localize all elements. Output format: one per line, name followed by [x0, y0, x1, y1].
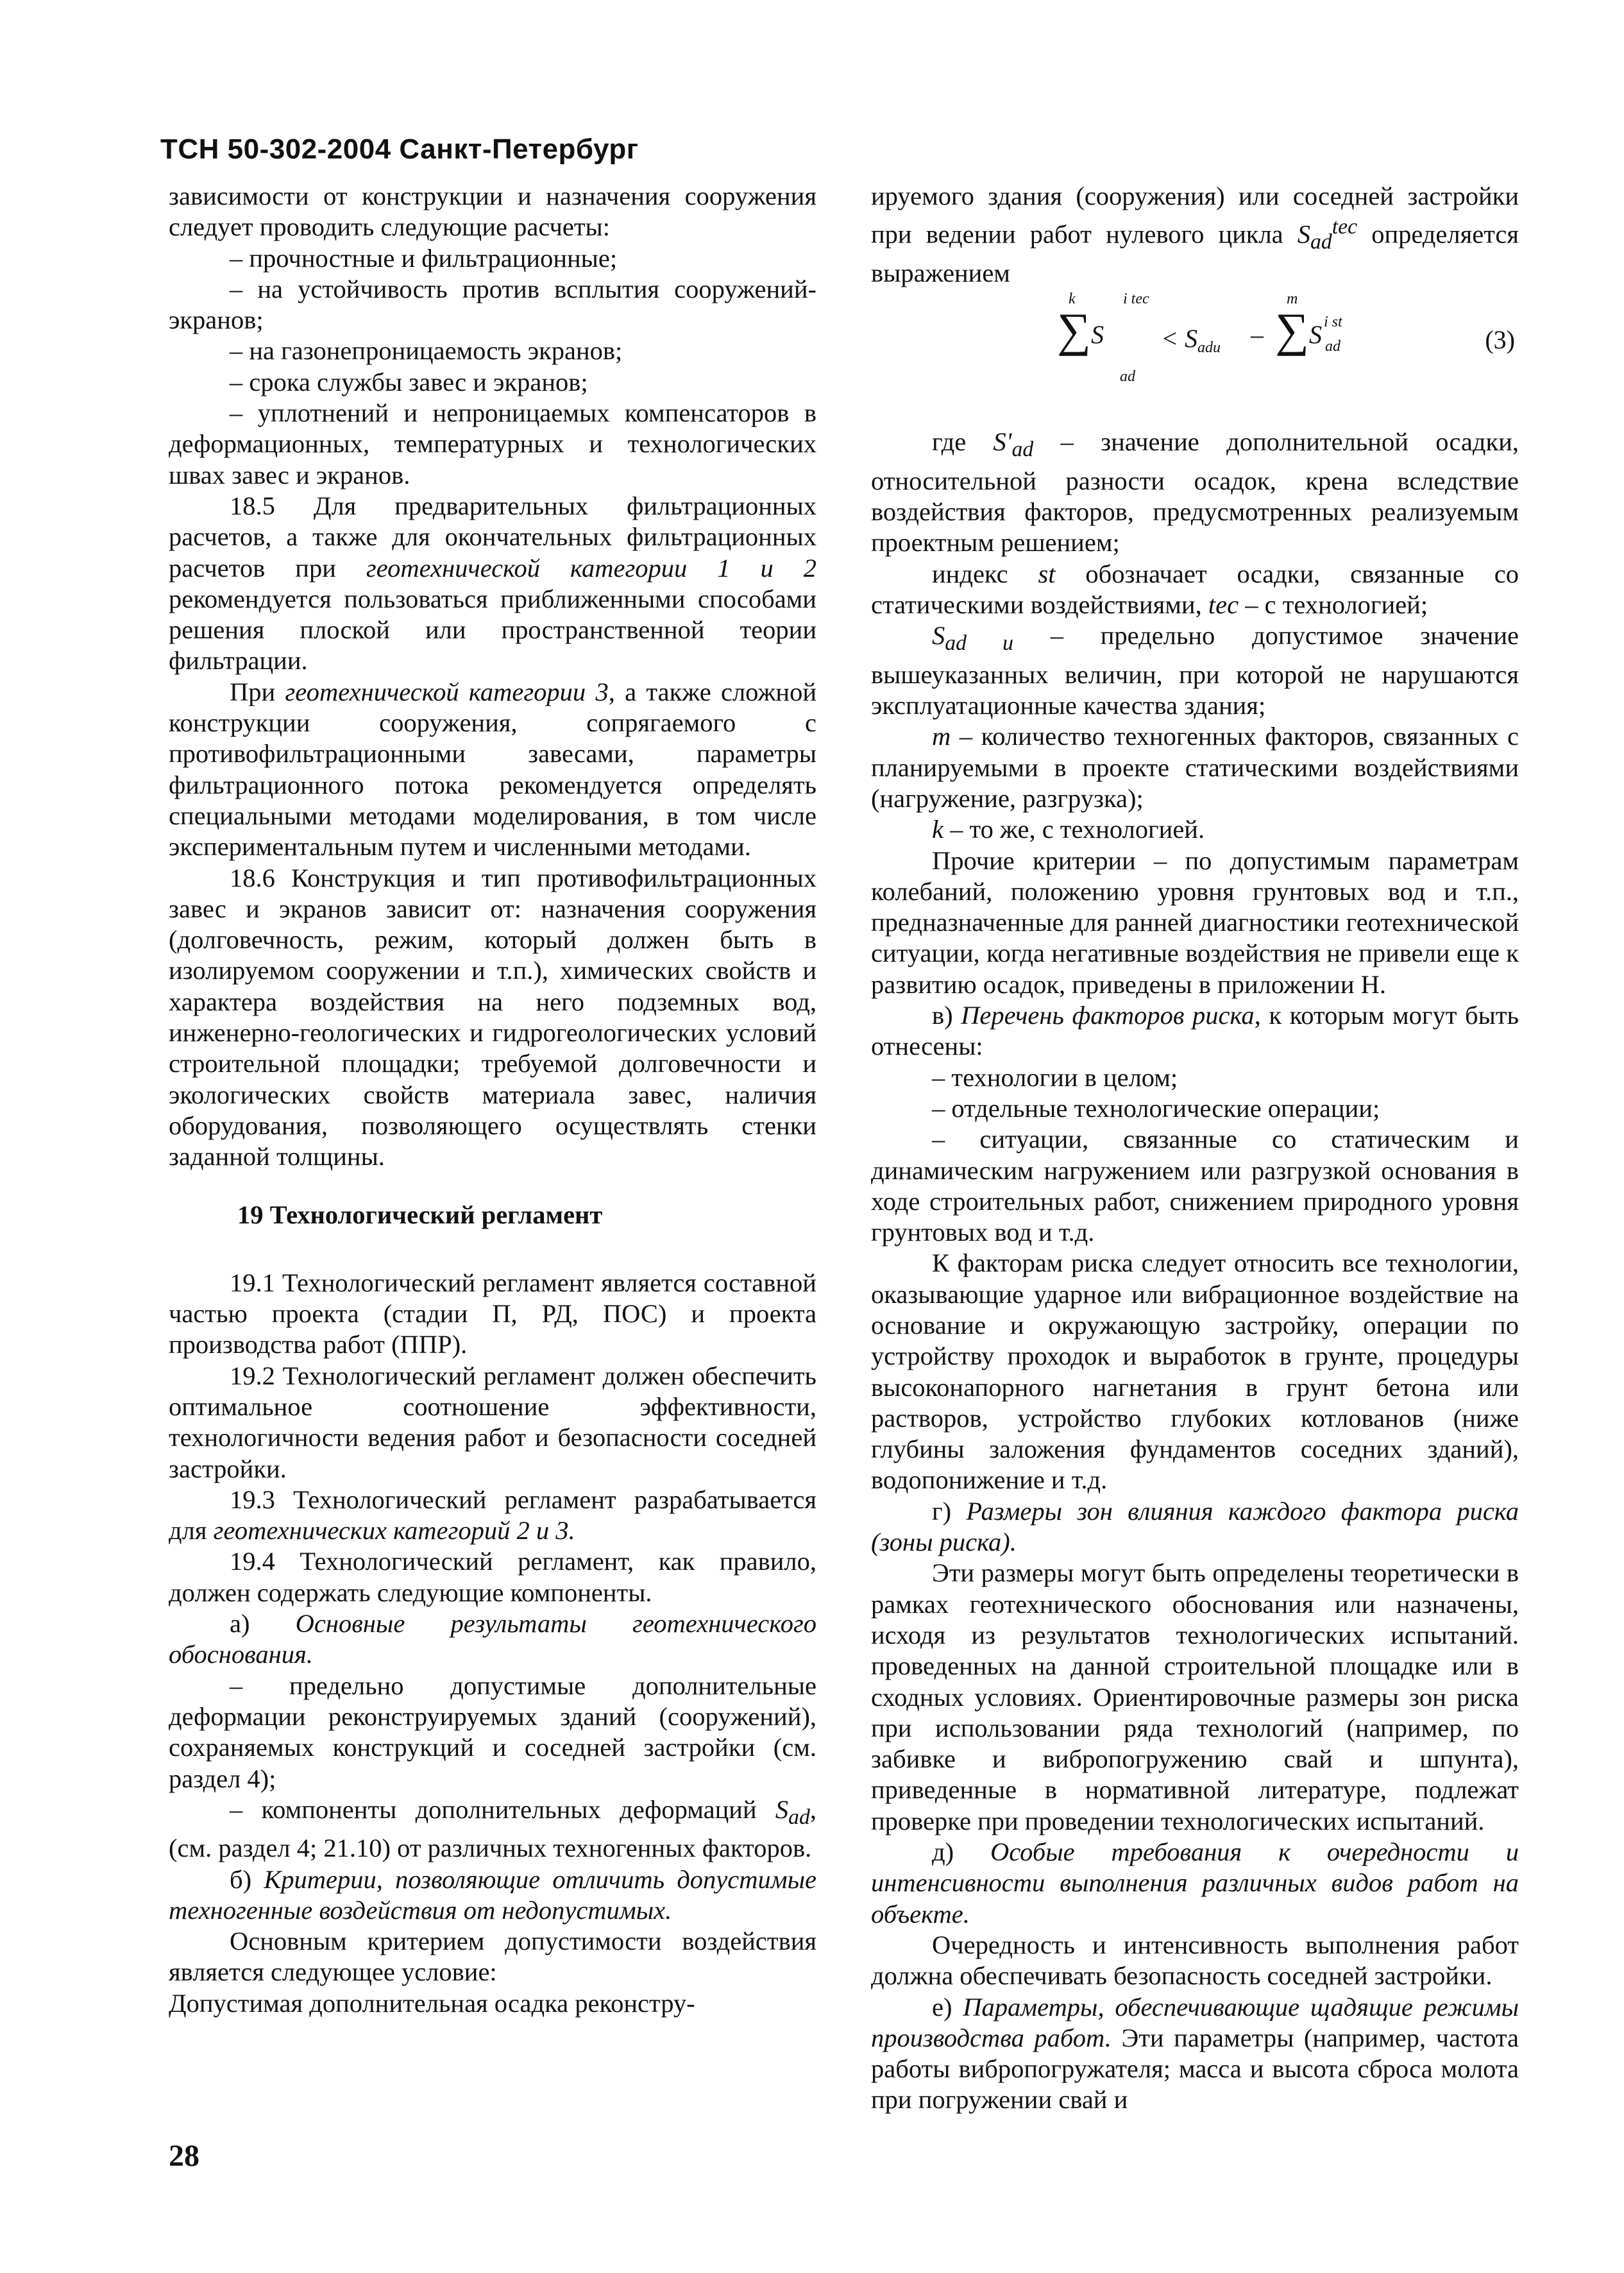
paragraph-19-4: 19.4 Технологический регламент, как правило, должен содержать следующие компоненты.	[169, 1547, 816, 1607]
list-item: – на устойчивость против всплытия сооружений-экранов;	[169, 274, 816, 335]
list-item: – прочностные и фильтрационные;	[230, 243, 618, 273]
list-item: – предельно допустимые дополнительные деформации реконструируемых зданий (сооружений), сохраняемых конструкций и соседней застройки (см. раздел 4);	[169, 1671, 816, 1793]
paragraph-19-3: 19.3 Технологический регламент разрабатывается для геотехнических категорий 2 и 3.	[169, 1485, 816, 1545]
paragraph: Прочие критерии – по допустимым параметрам колебаний, положению уровня грунтовых вод и т.п., предназначенные для ранней диагностики геотехнической ситуации, когда негативные воздействия не привели еще к развитию осадок, приведены в приложении Н.	[871, 846, 1519, 999]
paragraph: Эти размеры могут быть определены теоретически в рамках геотехнического обоснования или назначены, исходя из результатов технологических испытаний. проведенных на данной строительной площадке или в сходных условиях. Ориентировочные размеры зон риска при использовании ряда технологий (например, по забивке и вибропогружению свай и шпунта), приведенные в нормативной литературе, подлежат проверке при проведении технологических испытаний.	[871, 1558, 1519, 1835]
list-item: – отдельные технологические операции;	[932, 1093, 1380, 1123]
paragraph: К факторам риска следует относить все технологии, оказывающие ударное или вибрационное воздействие на основание и окружающую застройку, операции по устройству проходок и выработок в грунте, процедуры высоконапорного нагнетания в грунт бетона или растворов, устройство глубоких котлованов (ниже глубины заложения фундаментов соседних зданий), водопонижение и т.д.	[871, 1248, 1519, 1495]
paragraph: k – то же, с технологией.	[932, 815, 1205, 844]
list-item: – технологии в целом;	[932, 1062, 1178, 1092]
left-column	[169, 181, 816, 2019]
paragraph-18-6: 18.6 Конструкция и тип противофильтрационных завес и экранов зависит от: назначения сооружения (долговечность, режим, который должен быть в изолируемом сооружении и т.п.), химических свойств и характера воздействия на него подземных вод, инженерно-геологических и гидрогеологических условий строительной площадки; требуемой долговечности и экологических свойств материала завес, наличия оборудования, позволяющего осуществлять стенки заданной толщины.	[169, 863, 816, 1171]
paragraph-19-1: 19.1 Технологический регламент является составной частью проекта (стадии П, РД, ПОС) и проекта производства работ (ППР).	[169, 1268, 816, 1359]
document-header: ТСН 50-302-2004 Санкт-Петербург	[160, 133, 639, 165]
paragraph: Основным критерием допустимости воздействия является следующее условие:	[169, 1927, 816, 1987]
paragraph: а) Основные результаты геотехнического обоснования.	[169, 1609, 816, 1669]
section-heading: 19 Технологический регламент	[237, 1200, 603, 1229]
paragraph: индекс st обозначает осадки, связанные со статическими воздействиями, tec – с технологией;	[871, 559, 1519, 620]
list-item: – ситуации, связанные со статическим и динамическим нагружением или разгрузкой основания в ходе строительных работ, снижением природного уровня грунтовых вод и т.д.	[871, 1125, 1519, 1247]
paragraph: б) Критерии, позволяющие отличить допустимые техногенные воздействия от недопустимых.	[169, 1864, 817, 1925]
list-item: – на газонепроницаемость экранов;	[230, 336, 623, 366]
right-column	[871, 181, 1519, 2116]
list-item: – срока службы завес и экранов;	[230, 367, 588, 396]
paragraph: в) Перечень факторов риска, к которым могут быть отнесены:	[871, 1001, 1519, 1061]
paragraph: ируемого здания (сооружения) или соседней застройки при ведении работ нулевого цикла $S_{ad}^{tec}$ определяется выражением	[871, 182, 1519, 288]
formula-3: k i tec ∑ S ad < $S_{adu}$ – m ∑ S i st ad (3)	[1057, 291, 1515, 386]
paragraph: д) Особые требования к очередности и интенсивности выполнения различных видов работ на объекте.	[871, 1837, 1519, 1928]
paragraph-18-5: 18.5 Для предварительных фильтрационных расчетов, а также для окончательных фильтрационных расчетов при геотехнической категории 1 и 2 рекомендуется пользоваться приближенными способами решения плоской или пространственной теории фильтрации.	[169, 491, 817, 676]
page-number: 28	[169, 2139, 199, 2173]
paragraph: е) Параметры, обеспечивающие щадящие режимы производства работ. Эти параметры (например, частота работы вибропогружателя; масса и высота сброса молота при погружении свай и	[871, 1992, 1519, 2115]
paragraph: г) Размеры зон влияния каждого фактора риска (зоны риска).	[871, 1496, 1519, 1557]
paragraph: Допустимая дополнительная осадка реконстру-	[169, 1988, 695, 2018]
paragraph-19-2: 19.2 Технологический регламент должен обеспечить оптимальное соотношение эффективности, технологичности ведения работ и безопасности соседней застройки.	[169, 1361, 816, 1483]
paragraph: зависимости от конструкции и назначения сооружения следует проводить следующие расчеты:	[169, 182, 816, 242]
paragraph: $S_{ad u}$ – предельно допустимое значение вышеуказанных величин, при которой не нарушаются эксплуатационные качества здания;	[871, 621, 1519, 720]
paragraph: где $S'_{ad}$ – значение дополнительной осадки, относительной разности осадок, крена вследствие воздействия факторов, предусмотренных реализуемым проектным решением;	[871, 427, 1519, 558]
list-item: – компоненты дополнительных деформаций $S_{ad}$, (см. раздел 4; 21.10) от различных техногенных факторов.	[169, 1794, 816, 1863]
paragraph: При геотехнической категории 3, а также сложной конструкции сооружения, сопрягаемого с противофильтрационными завесами, параметры фильтрационного потока рекомендуется определять специальными методами моделирования, в том числе экспериментальным путем и численными методами.	[169, 677, 816, 862]
paragraph: Очередность и интенсивность выполнения работ должна обеспечивать безопасность соседней застройки.	[871, 1930, 1519, 1991]
paragraph: m – количество техногенных факторов, связанных с планируемыми в проекте статическими воздействиями (нагружение, разгрузка);	[871, 722, 1519, 813]
list-item: – уплотнений и непроницаемых компенсаторов в деформационных, температурных и технологических швах завес и экранов.	[169, 398, 816, 490]
